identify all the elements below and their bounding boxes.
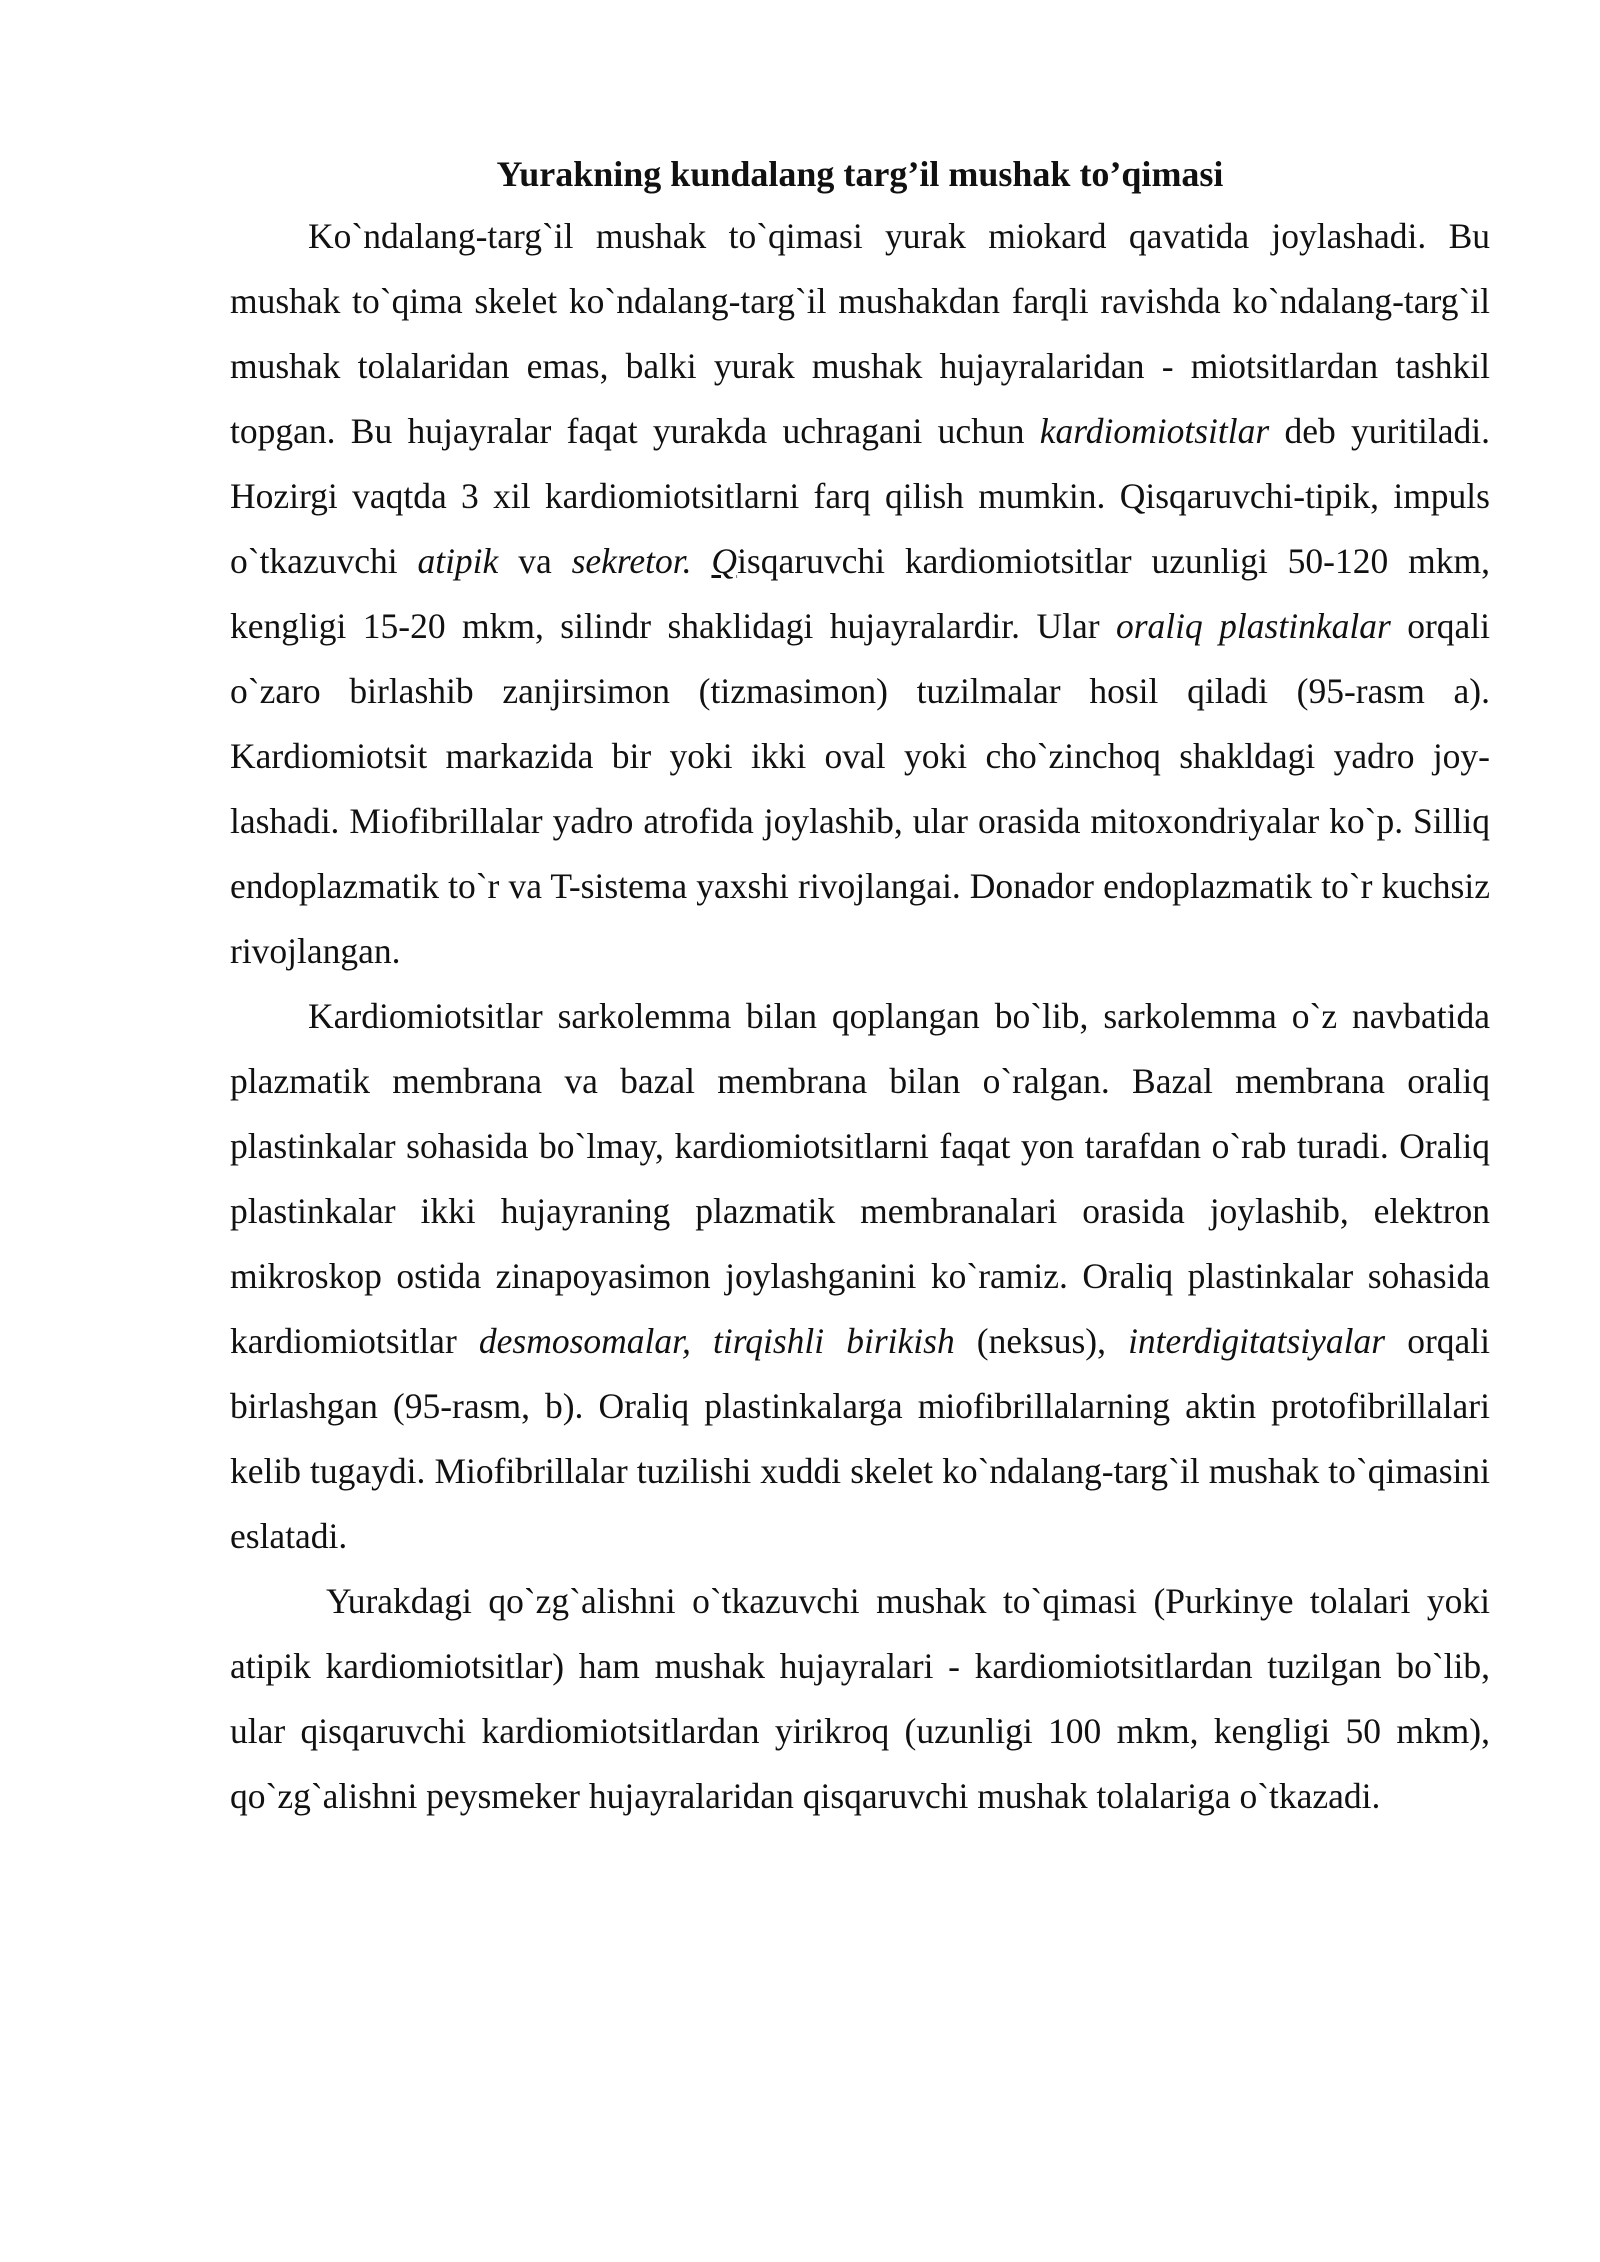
document-body [230,204,1490,1829]
italic-text-run: interdigitatsiyalar [1128,1321,1386,1361]
italic-text-run: kardiomiotsitlar [1039,411,1270,451]
page-title: Yurakning kundalang targ’il mushak to’qimasi [496,154,1224,194]
italic-text-run: sekretor. [571,541,692,581]
text-run: isqaruvchi kardiomiotsitlar uzunligi 50-120 mkm, kengligi 15-20 mkm, silindr shaklidagi hujayralardir. Ular [230,541,1490,646]
italic-text-run: desmosomalar, tirqishli birikish [478,1321,955,1361]
italic-text-run: Q [711,541,738,581]
text-run: (neksus), [954,1321,1129,1361]
text-run: orqali birlashgan (95-rasm, b). Oraliq plastinkalarga miofibrillalarning aktin protofibrillalari kelib tugaydi. Miofibrillalar tuzilishi xuddi skelet ko`ndalang-targ`il mushak to`qimasini eslatadi. [230,1321,1491,1556]
text-run: Ko`ndalang-targ`il mushak to`qimasi yurak miokard qavatida joylashadi. Bu mushak to`qima skelet ko`ndalang-targ`il mushakdan farqli ravishda ko`ndalang-targ`il mushak tolalaridan emas, balki yurak mushak hujayralaridan - miotsitlardan tashkil topgan. Bu hujayralar faqat yurakda uchragani uchun [230,216,1490,451]
text-run: orqali o`zaro birlashib zanjirsimon (tizmasimon) tuzilmalar hosil qiladi (95-rasm a). Kardiomiotsit markazida bir yoki ikki oval yoki cho`zinchoq shakldagi yadro joy-lashadi. Miofibrillalar yadro atrofida joylashib, ular orasida mitoxondriyalar ko`p. Silliq endoplazmatik to`r va T-sistema yaxshi rivojlangai. Donador endoplazmatik to`r kuchsiz rivojlangan. [230,606,1490,971]
text-run: Kardiomiotsitlar sarkolemma bilan qoplangan bo`lib, sarkolemma o`z navbatida plazmatik membrana va bazal membrana bilan o`ralgan. Bazal membrana oraliq plastinkalar sohasida bo`lmay, kardiomiotsitlarni faqat yon tarafdan o`rab turadi. Oraliq plastinkalar ikki hujayraning plazmatik membranalari orasida joylashib, elektron mikroskop ostida zinapoyasimon joylashganini ko`ramiz. Oraliq plastinkalar sohasida kardiomiotsitlar [230,996,1490,1361]
italic-text-run: atipik [417,541,499,581]
text-run: deb yuritiladi. Hozirgi vaqtda 3 xil kardiomiotsitlarni farq qilish mumkin. Qisqaruvchi-tipik, impuls o`tkazuvchi [230,411,1490,581]
text-run [692,541,712,581]
paragraph [230,204,1490,984]
paragraph [230,1569,1490,1829]
italic-text-run: oraliq plastinkalar [1115,606,1391,646]
paragraph [230,984,1490,1569]
text-run: va [498,541,572,581]
text-run: Yurakdagi qo`zg`alishni o`tkazuvchi mushak to`qimasi (Purkinye tolalari yoki atipik kardiomiotsitlar) ham mushak hujayralari - kardiomiotsitlardan tuzilgan bo`lib, ular qisqaruvchi kardiomiotsitlardan yirikroq (uzunligi 100 mkm, kengligi 50 mkm), qo`zg`alishni peysmeker hujayralaridan qisqaruvchi mushak tolalariga o`tkazadi. [230,1581,1490,1816]
